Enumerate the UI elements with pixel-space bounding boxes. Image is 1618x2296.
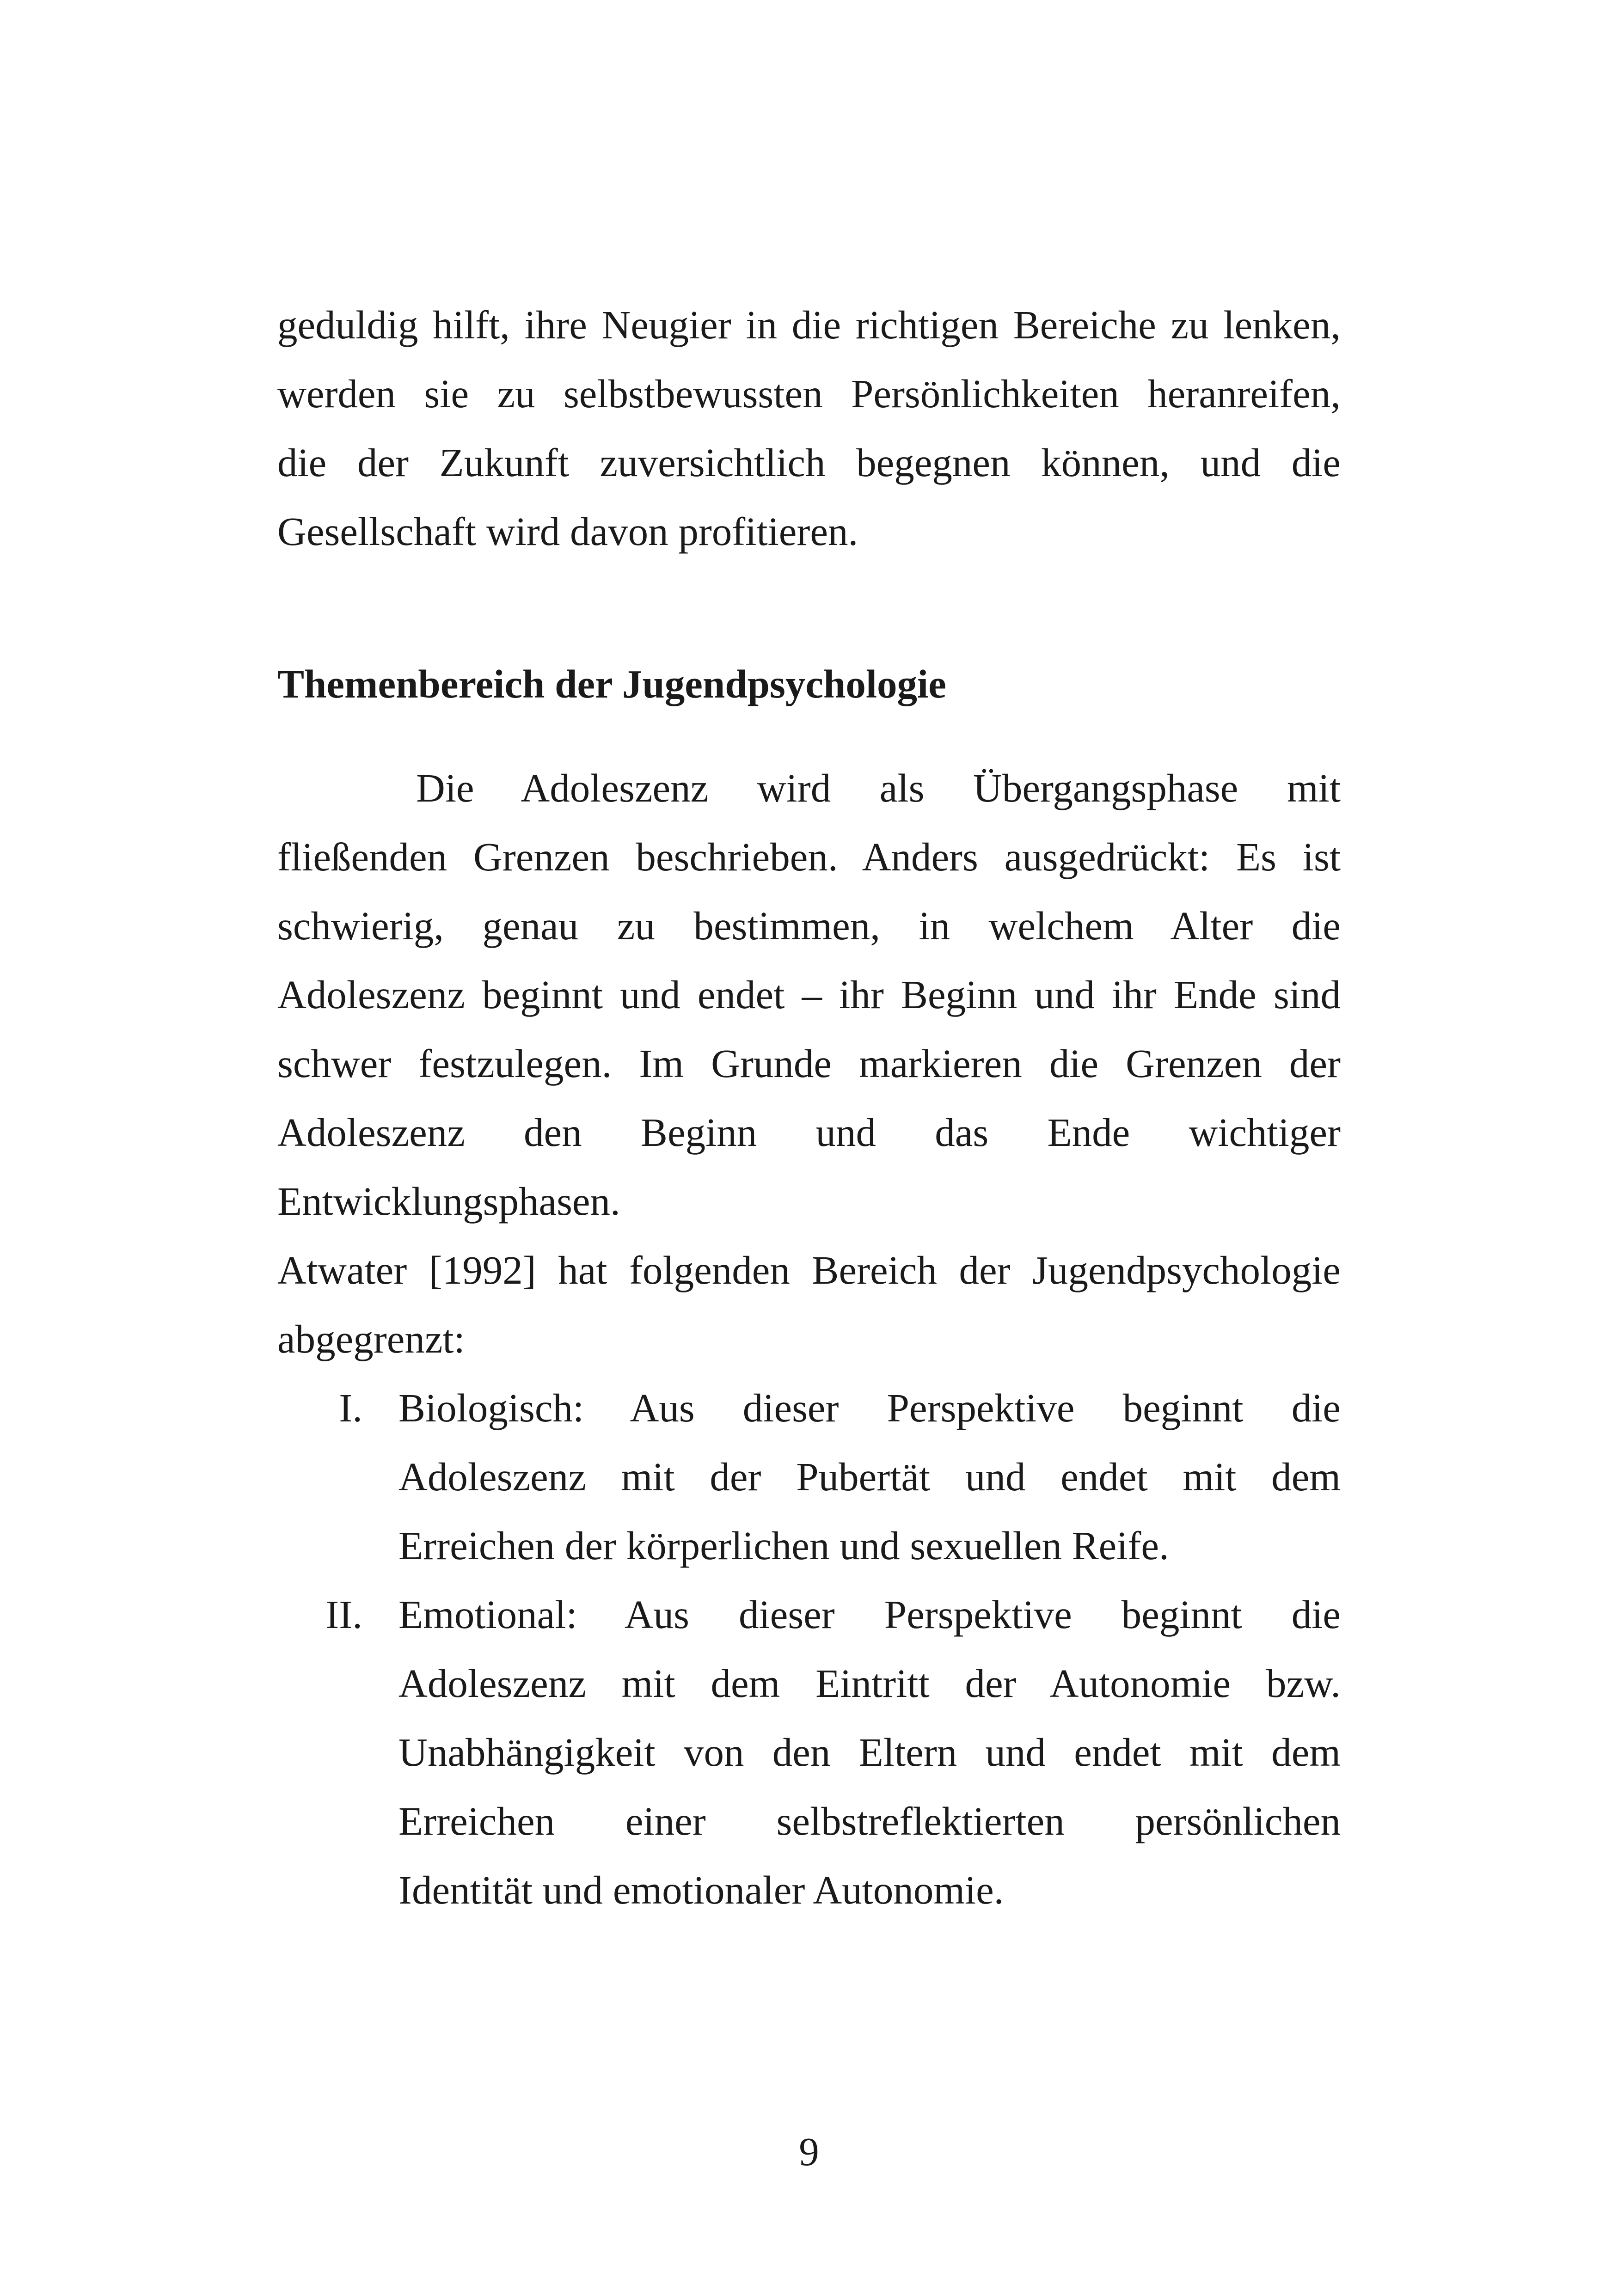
list-item-body xyxy=(398,1580,1341,1924)
paragraph-atwater xyxy=(277,1236,1341,1373)
list-line: Erreichen der körperlichen und sexuellen Reife. xyxy=(398,1523,1169,1568)
list-line: Unabhängigkeit von den Eltern und endet mit dem xyxy=(398,1730,1341,1775)
paragraph-line: schwierig, genau zu bestimmen, in welchem Alter die xyxy=(277,903,1341,948)
list-marker: I. xyxy=(339,1385,362,1430)
list-line: Adoleszenz mit der Pubertät und endet mit dem xyxy=(398,1454,1341,1499)
paragraph-line: abgegrenzt: xyxy=(277,1316,465,1361)
intro-line: werden sie zu selbstbewussten Persönlichkeiten heranreifen, xyxy=(277,371,1341,416)
intro-paragraph xyxy=(277,290,1341,566)
section-heading: Themenbereich der Jugendpsychologie xyxy=(277,661,946,706)
list-line: Identität und emotionaler Autonomie. xyxy=(398,1867,1004,1912)
paragraph-line: Entwicklungsphasen. xyxy=(277,1179,620,1224)
list-line: Adoleszenz mit dem Eintritt der Autonomie bzw. xyxy=(398,1661,1341,1706)
paragraph-line: schwer festzulegen. Im Grunde markieren die Grenzen der xyxy=(277,1041,1341,1086)
paragraph-adoleszenz xyxy=(277,753,1341,1236)
page-number: 9 xyxy=(799,2129,819,2174)
list-item-body xyxy=(398,1373,1341,1580)
paragraph-line: Die Adoleszenz wird als Übergangsphase mit xyxy=(416,765,1341,810)
paragraph-line: Adoleszenz den Beginn und das Ende wichtiger xyxy=(277,1110,1341,1155)
list-line: Erreichen einer selbstreflektierten persönlichen xyxy=(398,1799,1341,1843)
intro-line: geduldig hilft, ihre Neugier in die richtigen Bereiche zu lenken, xyxy=(277,302,1341,347)
paragraph-line: Atwater [1992] hat folgenden Bereich der Jugendpsychologie xyxy=(277,1248,1341,1292)
list-marker: II. xyxy=(325,1592,362,1637)
intro-line: die der Zukunft zuversichtlich begegnen können, und die xyxy=(277,440,1341,485)
list-line: Emotional: Aus dieser Perspektive beginnt die xyxy=(398,1592,1341,1637)
list-line: Biologisch: Aus dieser Perspektive beginnt die xyxy=(398,1385,1341,1430)
paragraph-line: Adoleszenz beginnt und endet – ihr Beginn und ihr Ende sind xyxy=(277,972,1341,1017)
intro-line: Gesellschaft wird davon profitieren. xyxy=(277,509,858,554)
paragraph-line: fließenden Grenzen beschrieben. Anders ausgedrückt: Es ist xyxy=(277,834,1341,879)
